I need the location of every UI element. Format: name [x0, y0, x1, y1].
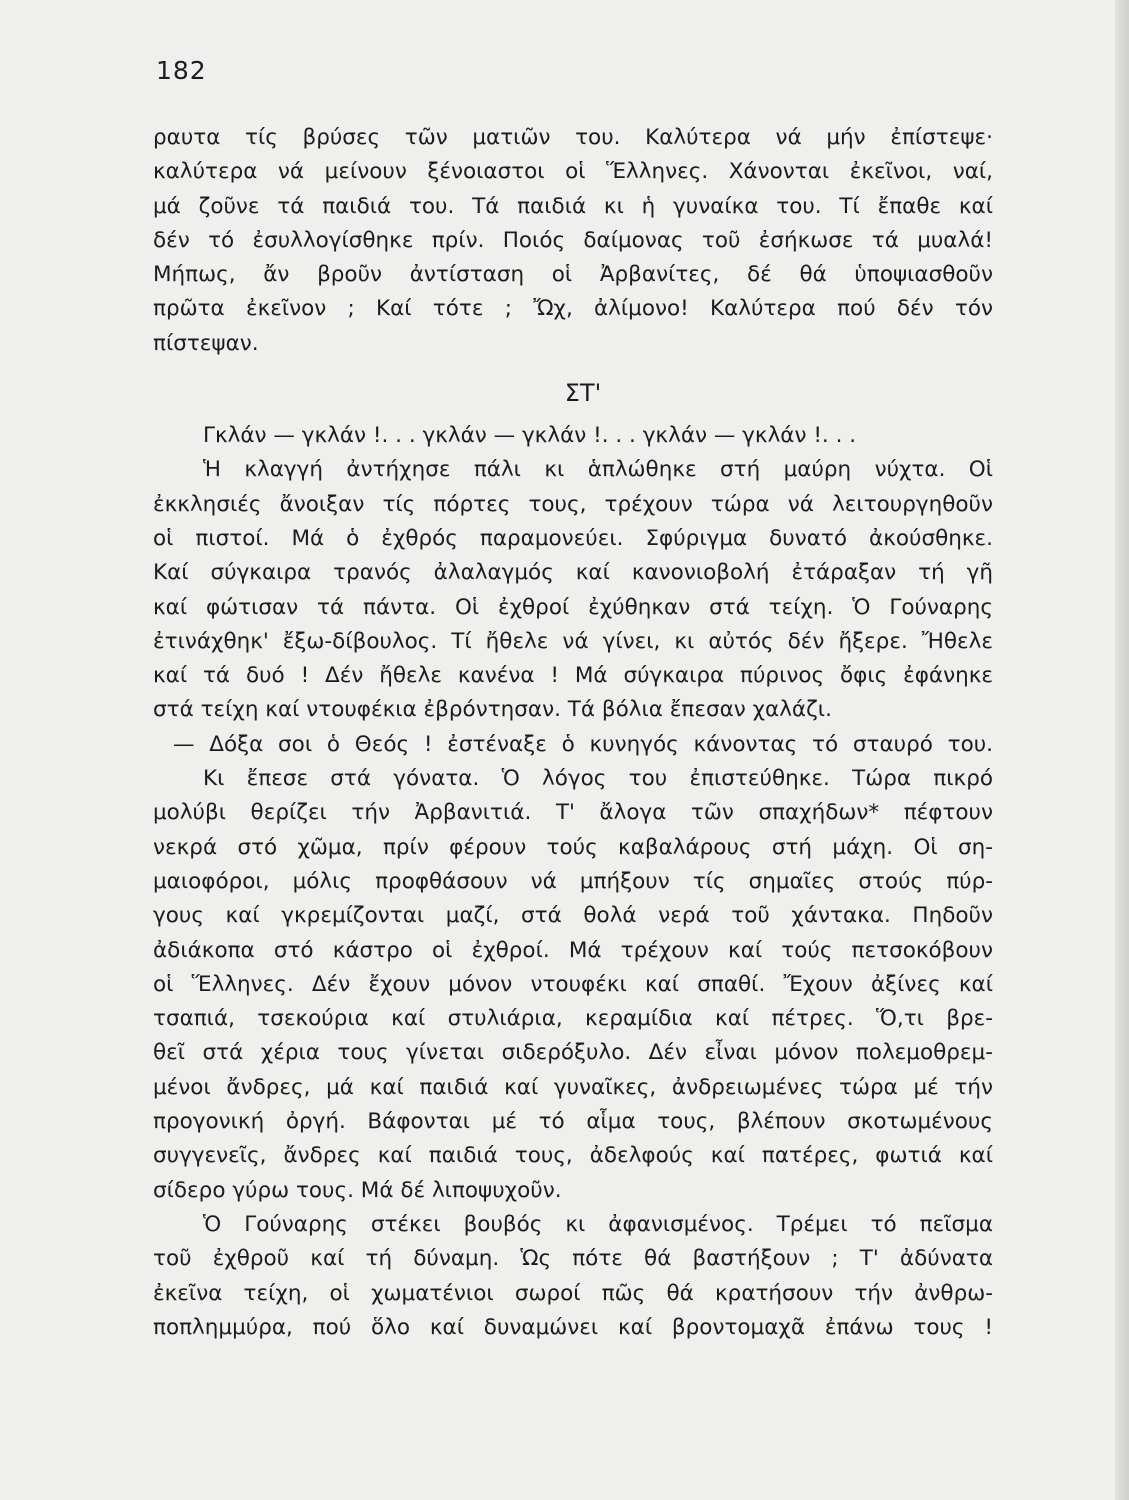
text-line: ποπλημμύρα, πού ὅλο καί δυναμώνει καί βροντομαχᾶ ἐπάνω τους !: [153, 1314, 993, 1340]
text-line: δέν τό ἐσυλλογίσθηκε πρίν. Ποιός δαίμονας τοῦ ἐσήκωσε τά μυαλά!: [153, 227, 993, 253]
text-line: Ἡ κλαγγή ἀντήχησε πάλι κι ἁπλώθηκε στή μαύρη νύχτα. Οἱ: [203, 457, 993, 483]
text-line: καλύτερα νά μείνουν ξένοιαστοι οἱ Ἕλληνες. Χάνονται ἐκεῖνοι, ναί,: [153, 159, 993, 185]
text-line: τσαπιά, τσεκούρια καί στυλιάρια, κεραμίδια καί πέτρες. Ὅ,τι βρε-: [153, 1006, 993, 1032]
text-line: σίδερο γύρω τους. Μά δέ λιποψυχοῦν.: [153, 1177, 562, 1203]
text-line: μαιοφόροι, μόλις προφθάσουν νά μπήξουν τίς σημαῖες στούς πύρ-: [153, 868, 993, 894]
text-line: στά τείχη καί ντουφέκια ἐβρόντησαν. Τά βόλια ἔπεσαν χαλάζι.: [153, 697, 832, 723]
page-number: 182: [156, 56, 207, 85]
text-line: συγγενεῖς, ἄνδρες καί παιδιά τους, ἀδελφούς καί πατέρες, φωτιά καί: [153, 1143, 993, 1169]
text-line: μένοι ἄνδρες, μά καί παιδιά καί γυναῖκες, ἀνδρειωμένες τώρα μέ τήν: [153, 1074, 993, 1100]
text-line: ἐκεῖνα τείχη, οἱ χωματένιοι σωροί πῶς θά κρατήσουν τήν ἀνθρω-: [153, 1280, 993, 1306]
text-line: — Δόξα σοι ὁ Θεός ! ἐστέναξε ὁ κυνηγός κάνοντας τό σταυρό του.: [173, 731, 993, 757]
text-line: Κι ἔπεσε στά γόνατα. Ὁ λόγος του ἐπιστεύθηκε. Τώρα πικρό: [203, 766, 993, 792]
text-line: καί φώτισαν τά πάντα. Οἱ ἐχθροί ἐχύθηκαν στά τείχη. Ὁ Γούναρης: [153, 594, 993, 620]
text-line: ἐτινάχθηκ' ἔξω-δίβουλος. Τί ἤθελε νά γίνει, κι αὐτός δέν ἤξερε. Ἤθελε: [153, 628, 993, 654]
page-edge: [1115, 0, 1129, 1500]
text-line: μά ζοῦνε τά παιδιά του. Τά παιδιά κι ἡ γυναίκα του. Τί ἔπαθε καί: [153, 193, 993, 219]
text-line: ραυτα τίς βρύσες τῶν ματιῶν του. Καλύτερα νά μήν ἐπίστεψε·: [153, 125, 993, 150]
text-line: Γκλάν — γκλάν !. . . γκλάν — γκλάν !. . . γκλάν — γκλάν !. . .: [203, 423, 857, 449]
text-line: Μήπως, ἄν βροῦν ἀντίσταση οἱ Ἀρβανίτες, δέ θά ὑποψιασθοῦν: [153, 262, 993, 288]
text-line: καί τά δυό ! Δέν ἤθελε κανένα ! Μά σύγκαιρα πύρινος ὄφις ἐφάνηκε: [153, 663, 993, 689]
text-line: μολύβι θερίζει τήν Ἀρβανιτιά. Τ' ἄλογα τῶν σπαχήδων* πέφτουν: [153, 800, 993, 826]
body-text: [153, 121, 993, 1345]
text-line: Ὁ Γούναρης στέκει βουβός κι ἀφανισμένος. Τρέμει τό πεῖσμα: [203, 1211, 993, 1237]
text-line: γους καί γκρεμίζονται μαζί, στά θολά νερά τοῦ χάντακα. Πηδοῦν: [153, 903, 993, 929]
text-line: πίστεψαν.: [153, 330, 259, 356]
chapter-heading: ΣΤ': [564, 379, 602, 408]
text-line: νεκρά στό χῶμα, πρίν φέρουν τούς καβαλάρους στή μάχη. Οἱ ση-: [153, 834, 993, 860]
text-line: οἱ Ἕλληνες. Δέν ἔχουν μόνον ντουφέκι καί σπαθί. Ἔχουν ἀξίνες καί: [153, 971, 993, 997]
text-line: ἀδιάκοπα στό κάστρο οἱ ἐχθροί. Μά τρέχουν καί τούς πετσοκόβουν: [153, 937, 993, 963]
text-line: πρῶτα ἐκεῖνον ; Καί τότε ; Ὤχ, ἀλίμονο! Καλύτερα πού δέν τόν: [153, 296, 993, 322]
text-line: Καί σύγκαιρα τρανός ἀλαλαγμός καί κανονιοβολή ἐτάραξαν τή γῆ: [153, 560, 993, 586]
text-line: ἐκκλησιές ἄνοιξαν τίς πόρτες τους, τρέχουν τώρα νά λειτουργηθοῦν: [153, 491, 993, 517]
text-line: τοῦ ἐχθροῦ καί τή δύναμη. Ὡς πότε θά βαστήξουν ; Τ' ἀδύνατα: [153, 1246, 993, 1272]
text-line: θεῖ στά χέρια τους γίνεται σιδερόξυλο. Δέν εἶναι μόνον πολεμοθρεμ-: [153, 1040, 993, 1066]
text-line: προγονική ὀργή. Βάφονται μέ τό αἷμα τους, βλέπουν σκοτωμένους: [153, 1109, 993, 1135]
text-line: οἱ πιστοί. Μά ὁ ἐχθρός παραμονεύει. Σφύριγμα δυνατό ἀκούσθηκε.: [153, 525, 993, 551]
